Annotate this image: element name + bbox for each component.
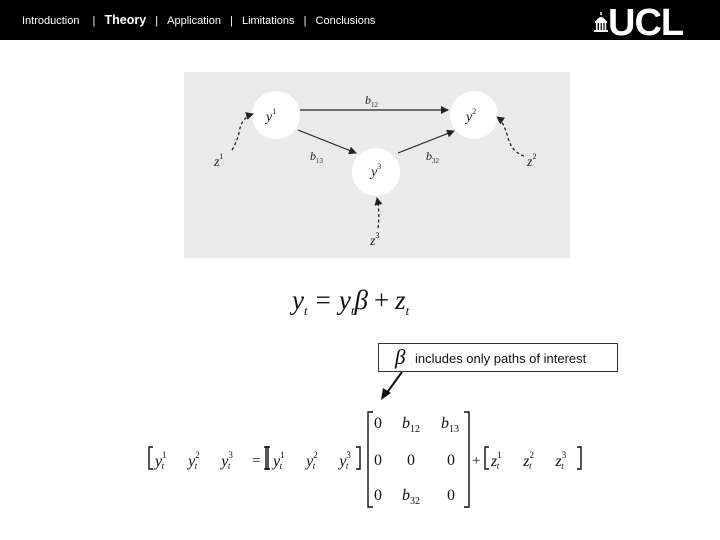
z2: z bbox=[523, 453, 530, 470]
nav-separator: | bbox=[155, 15, 159, 27]
z3: z bbox=[555, 453, 562, 470]
lhs-y1: y bbox=[155, 453, 163, 470]
nav-item-introduction[interactable]: Introduction bbox=[22, 15, 80, 27]
node-y3-label: y bbox=[371, 165, 378, 180]
z1-sub: t bbox=[496, 461, 500, 471]
mid-vector bbox=[271, 450, 351, 473]
node-y1-sup: 1 bbox=[272, 107, 277, 116]
lhs-y2: y bbox=[188, 453, 196, 470]
cell-r3-c3: 0 bbox=[447, 487, 455, 504]
edge-b13-label: b bbox=[310, 149, 316, 163]
node-y1-label: y bbox=[266, 110, 273, 125]
shock-z1-sup: 1 bbox=[219, 152, 224, 161]
svg-text:b32 bbox=[402, 487, 420, 507]
mid-y3-sup: 3 bbox=[346, 450, 351, 460]
svg-text:b13 bbox=[441, 415, 459, 435]
nav-item-limitations[interactable]: Limitations bbox=[241, 15, 295, 27]
z-bracket-left bbox=[485, 447, 489, 469]
cell-r3-c1: 0 bbox=[374, 487, 382, 504]
edge-b32-label: b bbox=[426, 149, 432, 163]
beta-matrix-bracket-right bbox=[464, 412, 469, 507]
mid-y3-sub: t bbox=[345, 461, 349, 471]
z-bracket-right bbox=[577, 447, 581, 469]
shock-z2-sup: 2 bbox=[532, 152, 537, 161]
svg-text:b12 bbox=[402, 415, 420, 435]
cell-r1-c2-sub: 12 bbox=[410, 424, 420, 435]
eq-rhs-sub: t bbox=[350, 303, 355, 318]
lhs-y1-sub: t bbox=[161, 461, 165, 471]
cell-r2-c1: 0 bbox=[374, 452, 382, 469]
cell-r3-c2-b: b bbox=[402, 487, 410, 504]
nav-separator: | bbox=[230, 15, 233, 27]
z1: z bbox=[491, 453, 498, 470]
lhs-y2-sub: t bbox=[194, 461, 198, 471]
ucl-logo-text: UCL bbox=[608, 2, 684, 44]
z2-sub: t bbox=[528, 461, 532, 471]
mid-y2-sub: t bbox=[312, 461, 316, 471]
cell-r3-c2-sub: 32 bbox=[410, 496, 420, 507]
z1-sup: 1 bbox=[497, 450, 502, 460]
cell-r1-c2-b: b bbox=[402, 415, 410, 432]
mid-y1-sub: t bbox=[279, 461, 283, 471]
mid-y1: y bbox=[273, 453, 281, 470]
cell-r1-c3-b: b bbox=[441, 415, 449, 432]
nav-separator: | bbox=[92, 15, 96, 27]
beta-matrix-cells bbox=[374, 415, 459, 507]
eq-rhs-y: y bbox=[338, 285, 351, 315]
z3-sup: 3 bbox=[561, 450, 567, 460]
matrix-equals: = bbox=[252, 453, 261, 469]
note-pointer-line bbox=[386, 372, 402, 394]
cell-r2-c3: 0 bbox=[447, 452, 455, 469]
edge-b32-sub: 32 bbox=[432, 157, 439, 165]
eq-lhs-sub: t bbox=[303, 303, 308, 318]
mid-y2: y bbox=[306, 453, 314, 470]
eq-beta: β bbox=[354, 285, 368, 315]
lhs-bracket-left bbox=[149, 447, 153, 469]
mid-y3: y bbox=[339, 453, 347, 470]
z3-sub: t bbox=[561, 461, 564, 471]
shock-z3-sup: 3 bbox=[375, 231, 380, 240]
cell-r1-c1: 0 bbox=[374, 415, 382, 432]
node-y2-sup: 2 bbox=[472, 107, 477, 116]
edge-b12-label: b bbox=[365, 93, 371, 107]
eq-plus: + bbox=[373, 285, 390, 315]
eq-z-sub: t bbox=[405, 303, 410, 318]
beta-matrix-bracket-left bbox=[368, 412, 373, 507]
note-beta-symbol: β bbox=[395, 345, 406, 369]
shock-z1-label: z bbox=[214, 155, 220, 170]
note-text: includes only paths of interest bbox=[415, 351, 587, 366]
note-box bbox=[378, 343, 618, 372]
lhs-y3-sub: t bbox=[227, 461, 231, 471]
edge-b12-sub: 12 bbox=[371, 101, 378, 109]
eq-equals: = bbox=[315, 285, 331, 315]
node-y3-sup: 3 bbox=[377, 162, 382, 171]
lhs-vector bbox=[153, 450, 233, 473]
lhs-y1-sup: 1 bbox=[162, 450, 167, 460]
lhs-y3: y bbox=[221, 453, 229, 470]
matrix-plus: + bbox=[472, 453, 481, 469]
edge-b13-sub: 13 bbox=[316, 157, 323, 165]
lhs-y3-sup: 3 bbox=[228, 450, 233, 460]
mid-y2-sup: 2 bbox=[313, 450, 318, 460]
cell-r2-c2: 0 bbox=[407, 452, 415, 469]
eq-z: z bbox=[395, 285, 406, 315]
cell-r1-c3-sub: 13 bbox=[449, 424, 459, 435]
nav-separator: | bbox=[303, 15, 307, 27]
z-vector bbox=[490, 450, 567, 473]
nav-item-theory[interactable]: Theory bbox=[104, 13, 147, 27]
eq-lhs-y: y bbox=[292, 285, 304, 315]
shock-z2-label: z bbox=[527, 155, 533, 170]
nav-item-application[interactable]: Application bbox=[167, 15, 221, 27]
mid-bracket-right bbox=[356, 447, 360, 469]
main-equation bbox=[289, 285, 410, 318]
node-y2-label: y bbox=[466, 110, 473, 125]
lhs-y2-sup: 2 bbox=[195, 450, 200, 460]
nav-item-conclusions[interactable]: Conclusions bbox=[315, 15, 376, 27]
mid-y1-sup: 1 bbox=[280, 450, 285, 460]
shock-z3-label: z bbox=[370, 234, 376, 249]
z2-sup: 2 bbox=[529, 450, 534, 460]
